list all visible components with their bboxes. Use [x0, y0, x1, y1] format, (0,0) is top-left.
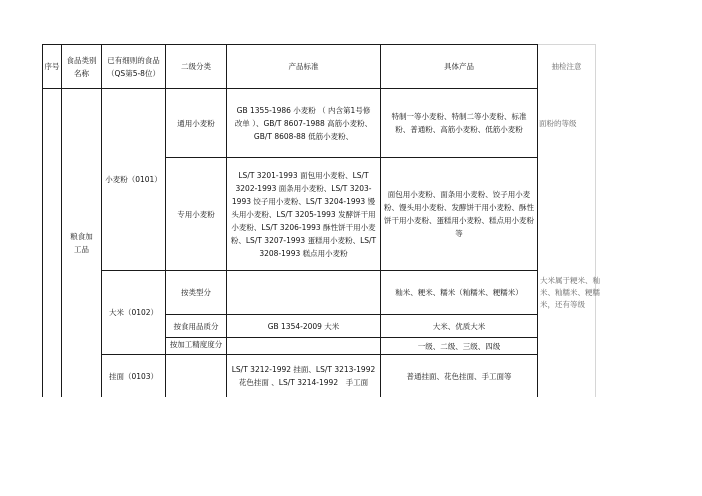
detail-rule-noodles: 挂面（0103） [108, 371, 159, 381]
product-standard-cell: GB 1354-2009 大米 [267, 321, 340, 331]
product-standard-cell [227, 271, 380, 314]
header-detail-rules: 已有细则的食品（QS第5-8位） [107, 55, 160, 78]
sub-category-cell: 按类型分 [181, 288, 211, 297]
sub-category-cell: 专用小麦粉 [177, 209, 215, 219]
sampling-note-cell [538, 338, 595, 354]
header-specific-products: 具体产品 [444, 62, 474, 71]
header-category: 食品类别名称 [66, 55, 97, 78]
product-standard-cell: LS/T 3201-1993 面包用小麦粉、LS/T 3202-1993 面条用小麦粉、LS/T 3203-1993 饺子用小麦粉、LS/T 3204-1993 馒头用小麦粉、LS/T 3205-1993 发酵饼干用小麦粉、LS/T 3206-1993 酥性饼干用小麦粉、LS/T 3207-1993 蛋糕用小麦粉、LS/T 3208-1993 糕点用小麦粉 [230, 170, 377, 258]
sampling-note-cell: 面粉的等级 [539, 118, 577, 128]
product-standard-cell: GB 1355-1986 小麦粉 （ 内含第1号修改单 ）、GB/T 8607-1988 高筋小麦粉、GB/T 8608-88 低筋小麦粉、 [234, 105, 373, 141]
sub-category-cell: 按加工精度度分 [169, 340, 223, 349]
header-seq: 序号 [44, 62, 60, 71]
specific-products-cell: 一级、二级、三级、四级 [417, 341, 501, 351]
sub-category-cell [166, 355, 226, 397]
sampling-note-cell [538, 315, 595, 337]
sampling-note-cell: 大米属于粳米、籼米、籼糯米、粳糯米，还有等级 [540, 275, 600, 309]
product-standard-cell: LS/T 3212-1992 挂面、LS/T 3213-1992 花色挂面 、LS/T 3214-1992 手工面 [231, 365, 376, 387]
sampling-note-cell [538, 355, 595, 397]
category-cell: 粮食加工品 [70, 232, 93, 254]
specific-products-cell: 普通挂面、花色挂面、手工面等 [406, 371, 512, 381]
specific-products-cell: 面包用小麦粉、面条用小麦粉、饺子用小麦粉、馒头用小麦粉、发酵饼干用小麦粉、酥性饼干用小麦粉、蛋糕用小麦粉、糕点用小麦粉等 [384, 190, 534, 238]
header-sub-category: 二级分类 [181, 62, 211, 71]
detail-rule-rice: 大米（0102） [108, 308, 159, 317]
header-sampling-notes: 抽检注意 [551, 62, 582, 71]
header-product-standard: 产品标准 [288, 62, 319, 71]
product-standard-cell [227, 338, 380, 354]
specific-products-cell: 特制一等小麦粉、特制二等小麦粉、标准粉、普通粉、高筋小麦粉、低筋小麦粉 [391, 112, 527, 134]
table-rule [42, 44, 43, 397]
sub-category-cell: 按食用品质分 [173, 321, 219, 331]
sampling-note-cell [538, 158, 595, 270]
sub-category-cell: 通用小麦粉 [177, 118, 215, 128]
detail-rule-wheat-flour: 小麦粉（0101） [105, 175, 162, 184]
specific-products-cell: 大米、优质大米 [432, 321, 486, 331]
specific-products-cell: 籼米、粳米、糯米（籼糯米、粳糯米） [395, 288, 523, 297]
